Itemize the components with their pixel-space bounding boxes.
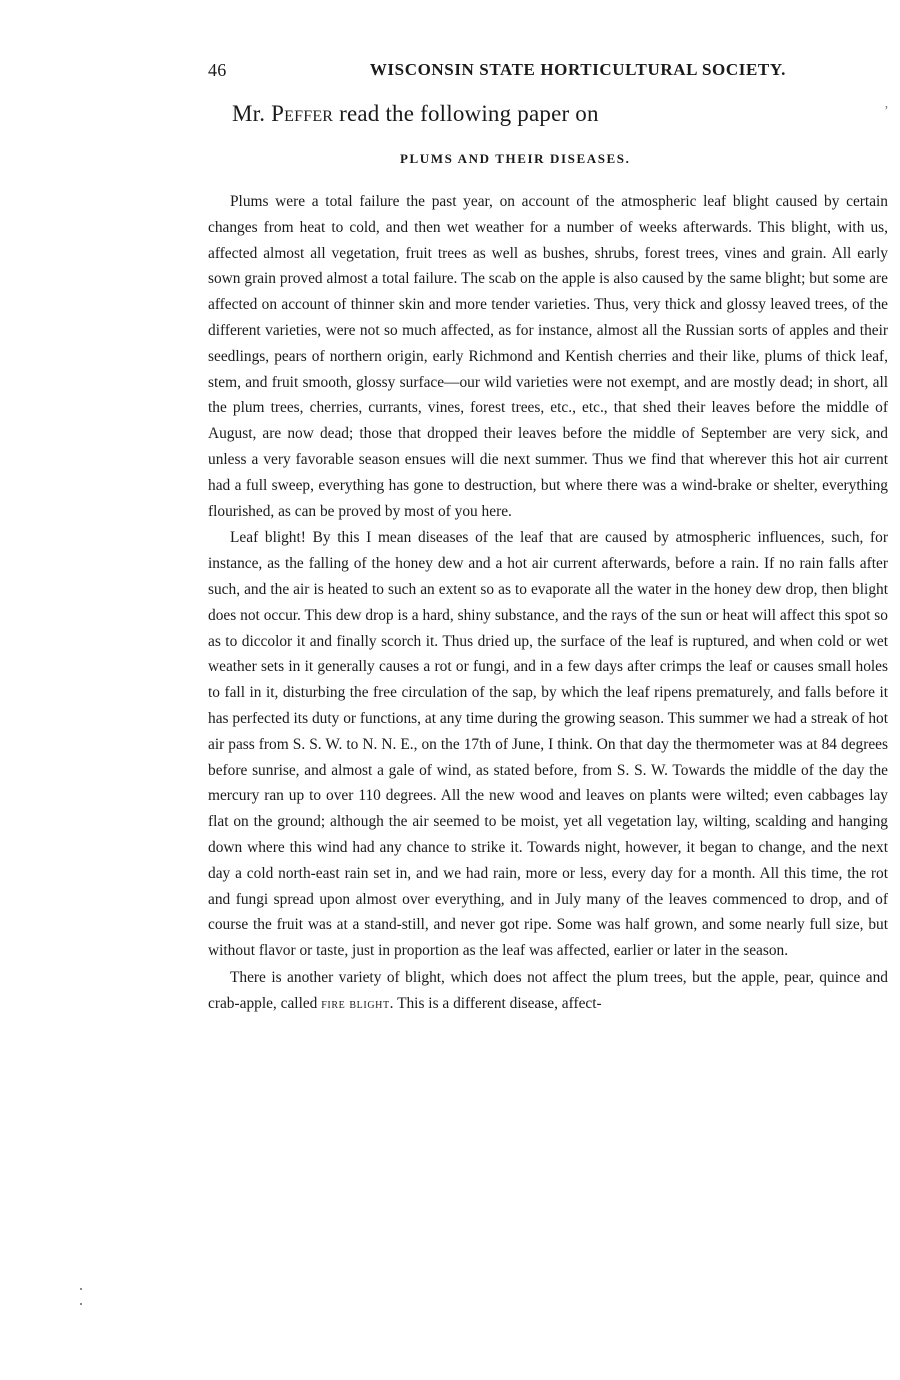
intro-suffix: read the following paper on (333, 101, 599, 126)
page-number: 46 (208, 60, 227, 80)
paragraph-3 (208, 965, 888, 1018)
fire-blight-term: fire blight (321, 996, 390, 1012)
paragraph-1: Plums were a total failure the past year, on account of the atmospheric leaf blight caused by certain changes from heat to cold, and then wet weather for a number of weeks afterwards. This blight, with us, affected almost all vegetation, fruit trees as well as bushes, shrubs, forest trees, vines and grain. All early sown grain proved almost a total failure. The scab on the apple is also caused by the same blight; but some are affected on account of thinner skin and more tender varieties. Thus, very thick and glossy leaved trees, of the different varieties, were not so much affected, as for instance, almost all the Russian sorts of apples and their seedlings, pears of northern origin, early Richmond and Kentish cherries and their like, plums of thick leaf, stem, and fruit smooth, glossy surface—our wild varieties were not exempt, and are mostly dead; in short, all the plum trees, cherries, currants, vines, forest trees, etc., etc., that shed their leaves before the middle of August, are now dead; those that dropped their leaves before the middle of September are very sick, and unless a very favorable season ensues will die next summer. Thus we find that wherever this hot air current had a full sweep, everything has gone to destruction, but where there was a wind-brake or shelter, everything flourished, as can be proved by most of you here. (208, 193, 888, 520)
running-head (208, 60, 786, 81)
paragraph-3-end: . This is a different disease, affect- (389, 994, 602, 1012)
intro-prefix: Mr. (232, 101, 272, 126)
journal-title: WISCONSIN STATE HORTICULTURAL SOCIETY. (369, 60, 786, 79)
article-body (208, 189, 888, 1019)
scan-speck (80, 1303, 82, 1305)
scan-speck (80, 1288, 82, 1290)
margin-mark: ʼ (884, 104, 889, 119)
paragraph-3-start: There is another variety of blight, which does not affect the plum trees, but the apple, pear, quince and crab-apple, called (208, 968, 888, 1012)
section-title: PLUMS AND THEIR DISEASES. (400, 151, 631, 166)
paragraph-2: Leaf blight! By this I mean diseases of the leaf that are caused by atmospheric influences, such, for instance, as the falling of the honey dew and a hot air current afterwards, before a rain. If no rain falls after such, and the air is heated to such an extent so as to evaporate all the water in the honey dew drop, then blight does not occur. This dew drop is a hard, shiny substance, and the rays of the sun or heat will affect this spot so as to diccolor it and finally scorch it. Thus dried up, the surface of the leaf is ruptured, and when cold or wet weather sets in it generally causes a rot or fungi, and in a few days after crimps the leaf or causes small holes to fall in it, disturbing the free circulation of the sap, by which the leaf ripens prematurely, and falls before it has perfected its duty or functions, at any time during the growing season. This summer we had a streak of hot air pass from S. S. W. to N. N. E., on the 17th of June, I think. On that day the thermometer was at 84 degrees before sunrise, and almost a gale of wind, as stated before, from S. S. W. Towards the middle of the day the mercury ran up to over 110 degrees. All the new wood and leaves on plants were wilted; even cabbages lay flat on the ground; although the air seemed to be moist, yet all vegetation lay, wilting, scalding and hanging down where this wind had any chance to strike it. Towards night, however, it began to change, and the next day a cold north-east rain set in, and we had rain, more or less, every day for a month. All this time, the rot and fungi spread upon almost over everything, and in July many of the leaves commenced to drop, and of course the fruit was at a stand-still, and never got ripe. Some was half grown, and some nearly full size, but without flavor or taste, just in proportion as the leaf was affected, earlier or later in the season. (208, 529, 888, 960)
intro-line (232, 101, 599, 127)
speaker-name: Peffer (271, 101, 334, 126)
